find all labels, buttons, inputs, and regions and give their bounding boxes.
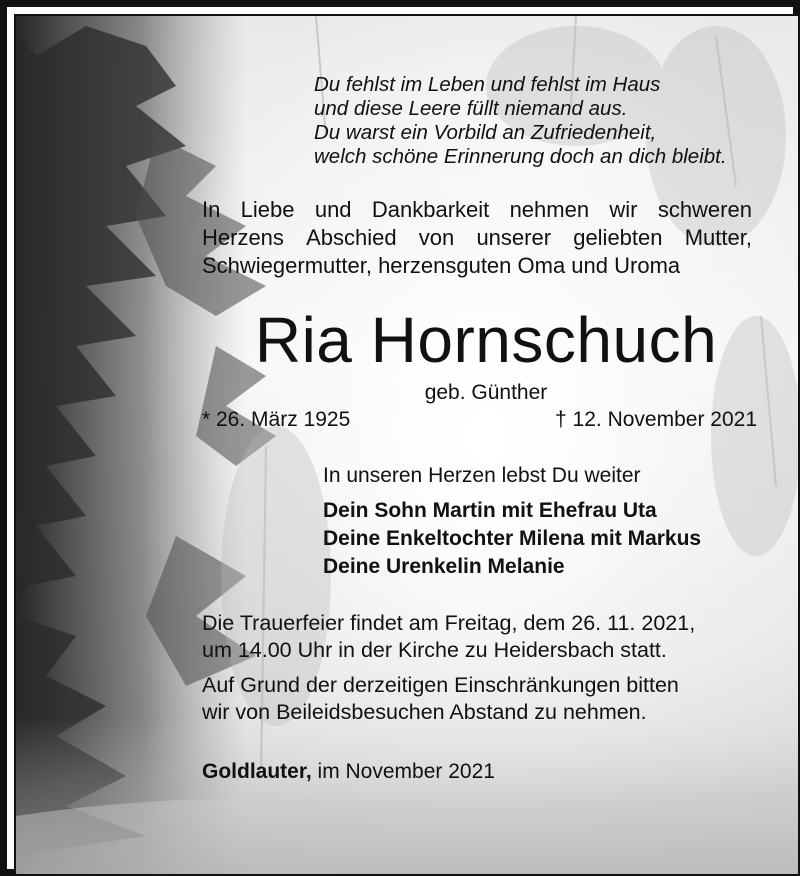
intro-word: Dankbarkeit [371,197,490,222]
family-list [323,497,701,581]
deceased-name: Ria Hornschuch [254,304,718,376]
intro-word: Abschied [306,225,397,250]
intro-line: Schwiegermutter, herzensguten Oma und Uroma [202,253,681,278]
intro-line [202,224,752,252]
condolence-restriction-note [202,672,679,726]
intro-word: Liebe [240,197,295,222]
intro-word: In [202,197,221,222]
memorial-poem [314,73,784,169]
ceremony-line: um 14.00 Uhr in der Kirche zu Heidersbach statt. [202,638,667,662]
poem-line: und diese Leere füllt niemand aus. [314,97,628,120]
family-member: Deine Urenkelin Melanie [323,555,565,578]
intro-word: wir [609,197,638,222]
place-and-date [202,758,495,785]
intro-paragraph [202,196,752,280]
poem-line: welch schöne Erinnerung doch an dich bleibt. [314,145,727,168]
place-name: Goldlauter, [202,760,312,783]
poem-line: Du warst ein Vorbild an Zufriedenheit, [314,121,657,144]
intro-word: schweren [657,197,752,222]
intro-word: geliebten [573,225,663,250]
funeral-service-info [202,610,695,664]
family-member: Deine Enkeltochter Milena mit Markus [323,527,702,550]
intro-word: und [314,197,352,222]
closing-date: im November 2021 [311,760,495,783]
in-hearts-line: In unseren Herzen lebst Du weiter [323,464,641,487]
intro-word: von [418,225,455,250]
poem-line: Du fehlst im Leben und fehlst im Haus [314,73,661,96]
intro-word: Herzens [202,225,284,250]
intro-line [202,196,752,224]
death-date: † 12. November 2021 [555,408,757,431]
restriction-line: Auf Grund der derzeitigen Einschränkungen bitten [202,673,679,697]
intro-word: Mutter, [684,225,752,250]
intro-word: nehmen [509,197,590,222]
family-member: Dein Sohn Martin mit Ehefrau Uta [323,499,657,522]
birth-date: * 26. März 1925 [202,408,351,431]
obituary-notice [14,14,800,876]
intro-word: unserer [476,225,552,250]
restriction-line: wir von Beileidsbesuchen Abstand zu nehmen. [202,700,647,724]
ceremony-line: Die Trauerfeier findet am Freitag, dem 26. 11. 2021, [202,611,696,635]
maiden-name: geb. Günther [424,381,548,404]
